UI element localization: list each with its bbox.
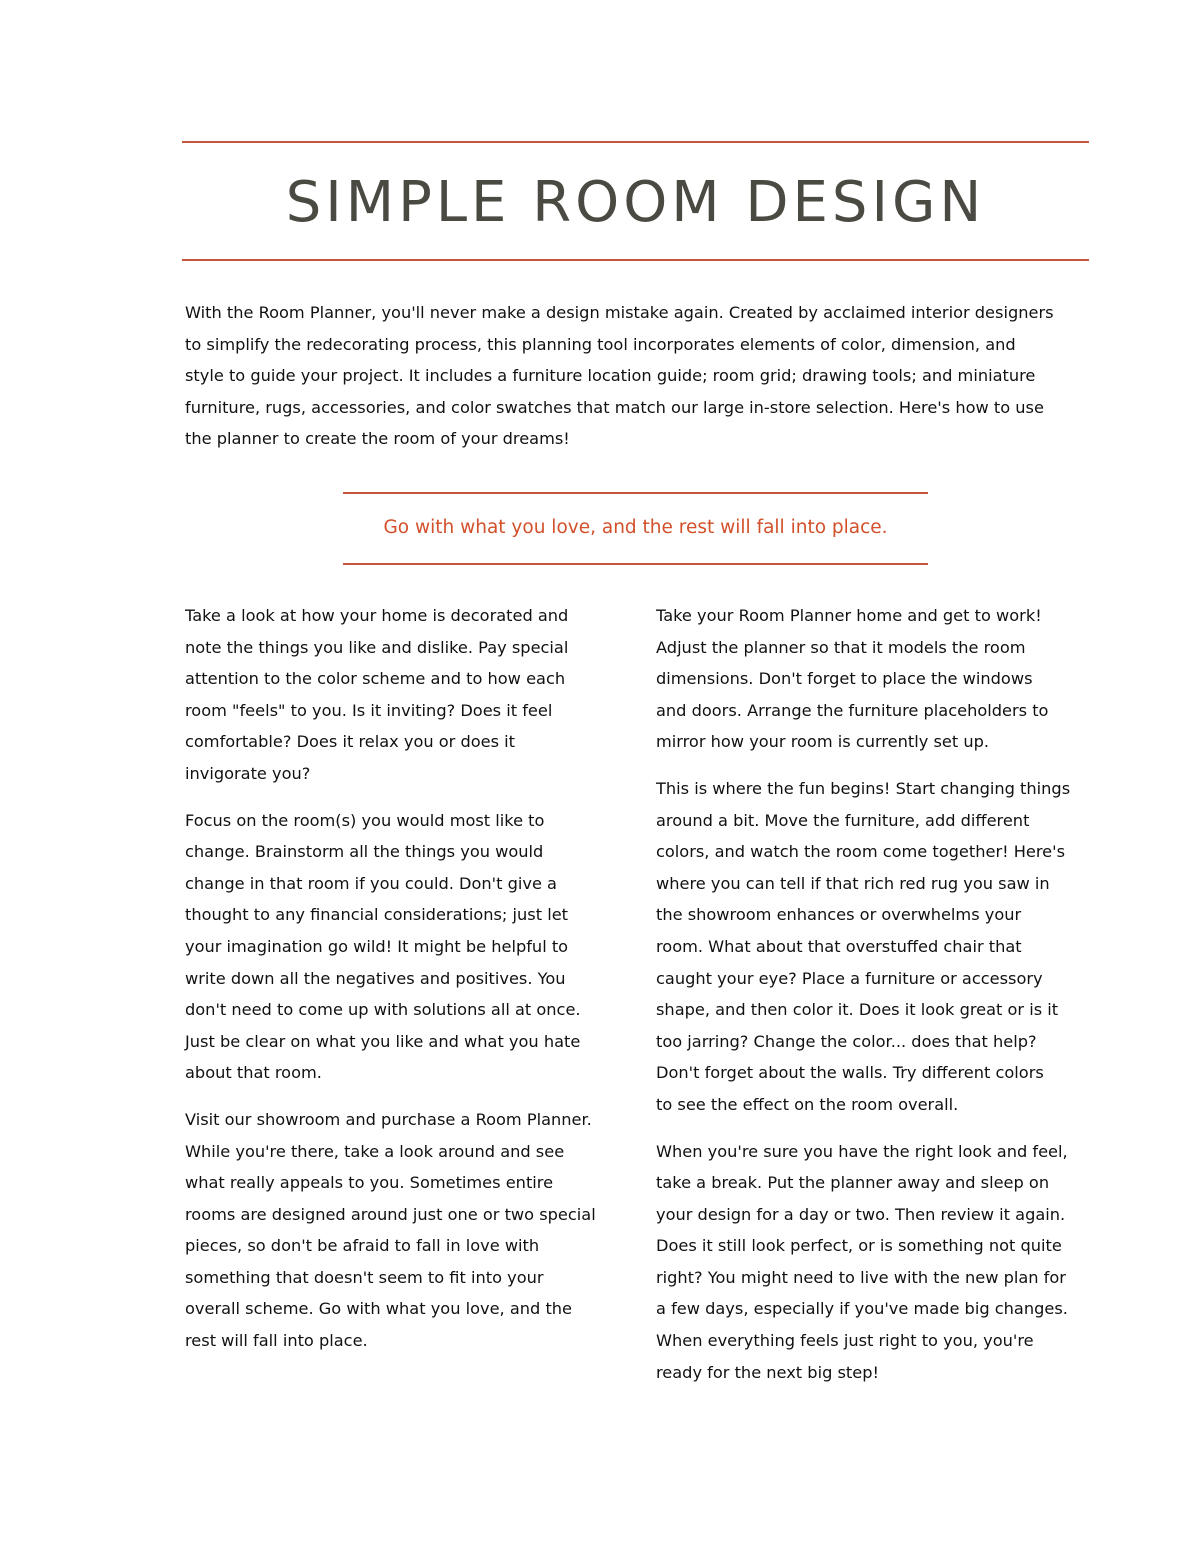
body-line: Does it still look perfect, or is something not quite [656, 1236, 1062, 1256]
body-line: Take your Room Planner home and get to work! [656, 606, 1042, 625]
body-line: something that doesn't seem to fit into your [185, 1267, 544, 1287]
body-paragraph [656, 773, 1096, 1121]
body-line: about that room. [185, 1063, 322, 1083]
left-column [185, 600, 625, 1372]
body-line: attention to the color scheme and to how each [185, 669, 566, 689]
body-line: to see the effect on the room overall. [656, 1094, 959, 1114]
body-line: rest will fall into place. [185, 1331, 368, 1351]
body-line: invigorate you? [185, 763, 311, 783]
body-line: change. Brainstorm all the things you would [185, 842, 544, 862]
body-line: caught your eye? Place a furniture or accessory [656, 968, 1043, 988]
body-paragraph [185, 805, 625, 1089]
body-line: This is where the fun begins! Start changing things [656, 778, 1071, 798]
body-line: overall scheme. Go with what you love, and the [185, 1299, 573, 1319]
body-line: what really appeals to you. Sometimes entire [185, 1173, 554, 1193]
page-title: SIMPLE ROOM DESIGN [285, 170, 986, 235]
body-line: ready for the next big step! [656, 1362, 879, 1382]
pull-quote-top-rule [343, 492, 928, 494]
body-line: too jarring? Change the color... does that help? [656, 1031, 1037, 1051]
body-line: right? You might need to live with the new plan for [656, 1267, 1066, 1287]
body-line: When everything feels just right to you, you're [656, 1331, 1034, 1351]
body-line: change in that room if you could. Don't give a [185, 873, 557, 893]
body-line: where you can tell if that rich red rug you saw in [656, 873, 1050, 893]
intro-line: furniture, rugs, accessories, and color swatches that match our large in-store selection. Here's how to use [185, 397, 1044, 417]
body-line: around a bit. Move the furniture, add different [656, 810, 1030, 830]
intro-paragraph [185, 297, 1090, 455]
body-paragraph [185, 600, 625, 790]
body-line: your imagination go wild! It might be helpful to [185, 936, 569, 956]
pull-quote-bottom-rule [343, 563, 928, 565]
body-line: dimensions. Don't forget to place the windows [656, 669, 1033, 689]
body-line: shape, and then color it. Does it look great or is it [656, 1000, 1059, 1020]
body-line: a few days, especially if you've made big changes. [656, 1299, 1068, 1319]
body-paragraph [656, 1136, 1096, 1389]
intro-line: to simplify the redecorating process, this planning tool incorporates elements of color, dimension, and [185, 334, 1016, 354]
title-bottom-rule [182, 259, 1089, 261]
body-line: rooms are designed around just one or two special [185, 1204, 596, 1224]
title-top-rule [182, 141, 1089, 143]
body-line: Take a look at how your home is decorated and [185, 606, 569, 625]
body-line: Don't forget about the walls. Try different colors [656, 1063, 1044, 1083]
intro-line: style to guide your project. It includes a furniture location guide; room grid; drawing tools; and miniature [185, 366, 1036, 386]
body-line: note the things you like and dislike. Pay special [185, 637, 569, 657]
body-line: Visit our showroom and purchase a Room Planner. [185, 1109, 592, 1129]
body-line: room "feels" to you. Is it inviting? Does it feel [185, 700, 553, 720]
right-column [656, 600, 1096, 1403]
body-line: While you're there, take a look around and see [185, 1141, 565, 1161]
body-line: the showroom enhances or overwhelms your [656, 905, 1022, 925]
body-line: don't need to come up with solutions all at once. [185, 1000, 581, 1020]
body-line: Focus on the room(s) you would most like to [185, 810, 545, 830]
body-line: colors, and watch the room come together! Here's [656, 842, 1066, 862]
body-line: When you're sure you have the right look and feel, [656, 1141, 1068, 1161]
body-line: your design for a day or two. Then review it again. [656, 1204, 1066, 1224]
body-line: take a break. Put the planner away and sleep on [656, 1173, 1050, 1193]
intro-line: the planner to create the room of your dreams! [185, 429, 570, 449]
pull-quote: Go with what you love, and the rest will fall into place. [383, 517, 888, 538]
body-line: mirror how your room is currently set up. [656, 732, 990, 752]
body-line: and doors. Arrange the furniture placeholders to [656, 700, 1049, 720]
body-line: thought to any financial considerations; just let [185, 905, 569, 925]
body-line: pieces, so don't be afraid to fall in love with [185, 1236, 540, 1256]
body-line: room. What about that overstuffed chair that [656, 936, 1022, 956]
body-paragraph [656, 600, 1096, 758]
body-line: write down all the negatives and positives. You [185, 968, 566, 988]
body-line: Just be clear on what you like and what you hate [185, 1031, 581, 1051]
body-paragraph [185, 1104, 625, 1357]
body-line: Adjust the planner so that it models the room [656, 637, 1026, 657]
intro-line: With the Room Planner, you'll never make a design mistake again. Created by acclaimed interior designers [185, 303, 1054, 322]
body-line: comfortable? Does it relax you or does it [185, 732, 516, 752]
